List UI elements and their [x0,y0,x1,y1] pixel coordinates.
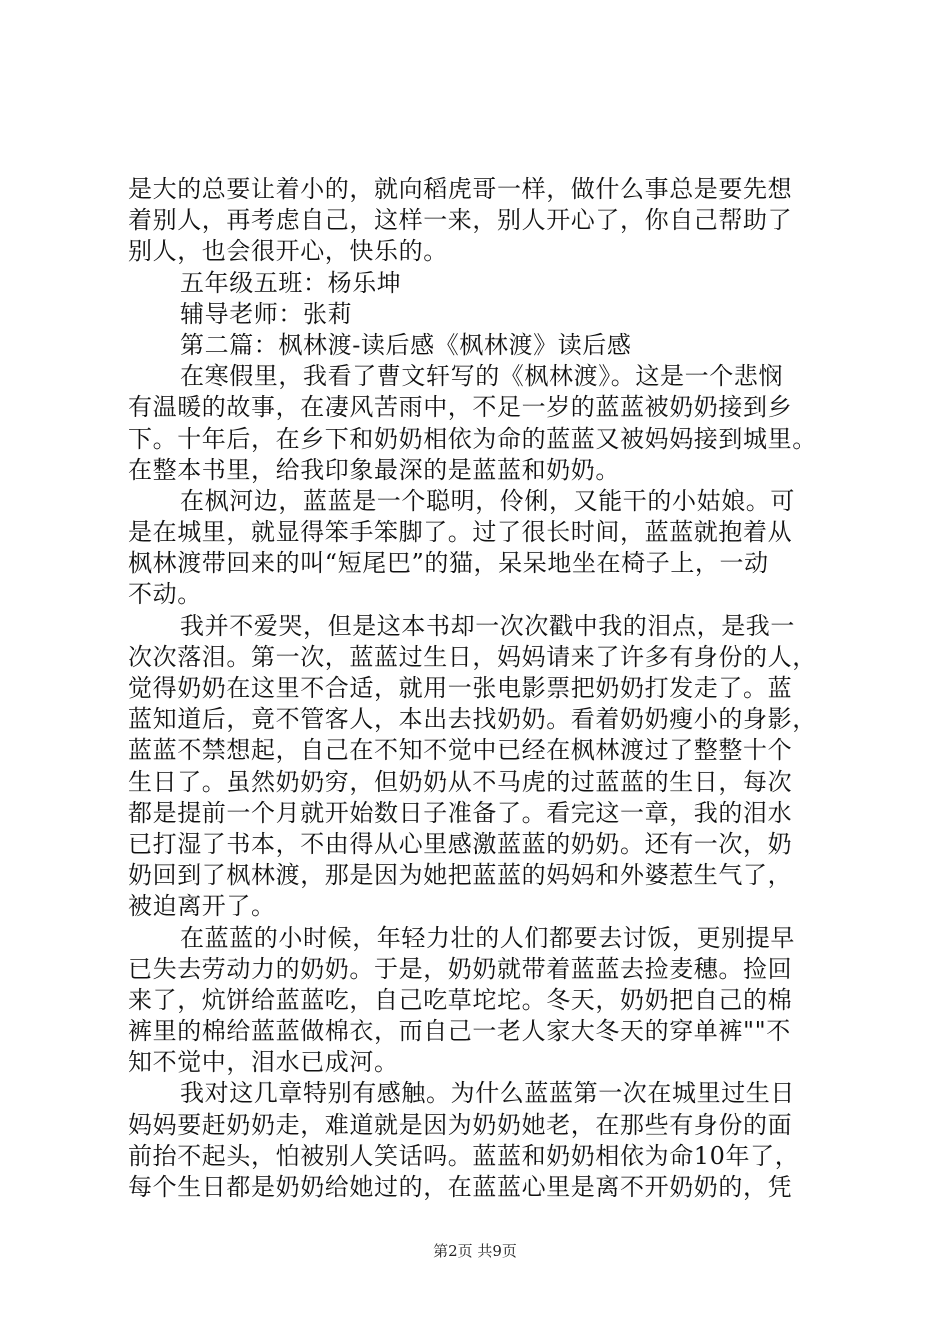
teacher-signature: 辅导老师：张莉 [180,299,353,328]
paragraph-start: 在寒假里，我看了曹文轩写的《枫林渡》。这是一个悲悯 [180,362,783,391]
text-line: 别人，也会很开心，快乐的。 [128,237,448,266]
text-line: 前抬不起头，怕被别人笑话吗。蓝蓝和奶奶相依为命10年了， [128,1141,800,1170]
text-line: 着别人，再考虑自己，这样一来，别人开心了，你自己帮助了 [128,206,793,235]
text-line: 枫林渡带回来的叫“短尾巴”的猫，呆呆地坐在椅子上，一动 [128,549,769,578]
paragraph-start: 在枫河边，蓝蓝是一个聪明，伶俐，又能干的小姑娘。可 [180,486,795,515]
class-signature: 五年级五班：杨乐坤 [180,268,402,297]
text-line: 觉得奶奶在这里不合适，就用一张电影票把奶奶打发走了。蓝 [128,674,793,702]
page-number: 第2页 共9页 [433,1242,517,1260]
text-line: 来了，炕饼给蓝蓝吃，自己吃草坨坨。冬天，奶奶把自己的棉 [128,985,793,1014]
text-line: 是大的总要让着小的，就向稻虎哥一样，做什么事总是要先想 [128,175,793,203]
text-line: 蓝蓝不禁想起，自己在不知不觉中已经在枫林渡过了整整十个 [128,736,793,765]
text-line: 不动。 [128,580,202,609]
text-line: 都是提前一个月就开始数日子准备了。看完这一章，我的泪水 [128,798,793,827]
text-line: 妈妈要赶奶奶走，难道就是因为奶奶她老，在那些有身份的面 [128,1110,793,1139]
paragraph-start: 我并不爱哭，但是这本书却一次次戳中我的泪点，是我一 [180,611,795,640]
text-line: 已失去劳动力的奶奶。于是，奶奶就带着蓝蓝去捡麦穗。捡回 [128,954,793,983]
paragraph-start: 我对这几章特别有感触。为什么蓝蓝第一次在城里过生日 [180,1079,795,1108]
text-line: 有温暖的故事，在凄风苦雨中，不足一岁的蓝蓝被奶奶接到乡 [128,393,793,422]
text-line: 在整本书里，给我印象最深的是蓝蓝和奶奶。 [128,455,620,484]
text-line: 每个生日都是奶奶给她过的，在蓝蓝心里是离不开奶奶的，凭 [128,1173,793,1201]
paragraph-start: 在蓝蓝的小时候，年轻力壮的人们都要去讨饭，更别提早 [180,923,795,952]
text-line: 是在城里，就显得笨手笨脚了。过了很长时间，蓝蓝就抱着从 [128,518,793,547]
text-line: 下。十年后，在乡下和奶奶相依为命的蓝蓝又被妈妈接到城里。 [128,424,817,453]
section-title: 第二篇：枫林渡-读后感《枫林渡》读后感 [180,330,632,359]
text-line: 奶回到了枫林渡，那是因为她把蓝蓝的妈妈和外婆惹生气了， [128,861,793,890]
text-line: 知不觉中，泪水已成河。 [128,1048,399,1077]
text-line: 蓝知道后，竟不管客人，本出去找奶奶。看着奶奶瘦小的身影， [128,705,817,734]
text-line: 已打湿了书本，不由得从心里感激蓝蓝的奶奶。还有一次，奶 [128,829,793,858]
document-body [128,174,835,1203]
text-line: 被迫离开了。 [128,892,276,921]
text-line: 裤里的棉给蓝蓝做棉衣，而自己一老人家大冬天的穿单裤""不 [128,1017,791,1046]
text-line: 生日了。虽然奶奶穷，但奶奶从不马虎的过蓝蓝的生日，每次 [128,767,793,796]
text-line: 次次落泪。第一次，蓝蓝过生日，妈妈请来了许多有身份的人， [128,642,817,671]
